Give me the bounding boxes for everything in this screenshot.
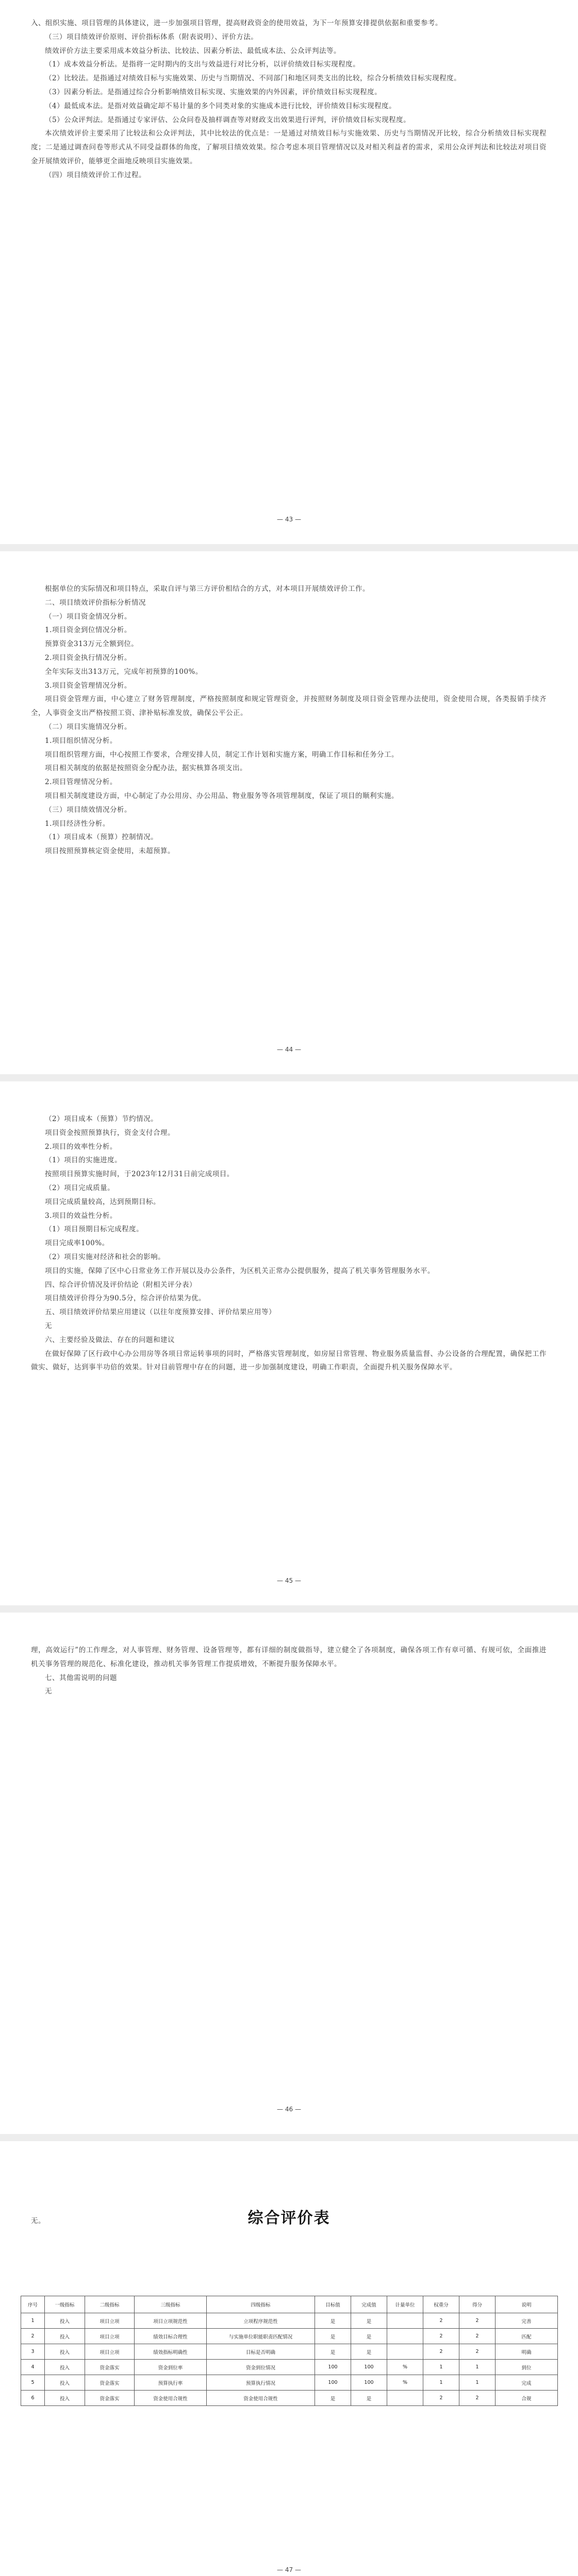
table-cell: 1 <box>21 2313 45 2329</box>
paragraph: （2）比较法。是指通过对绩效目标与实施效果、历史与当期情况、不同部门和地区同类支出的比较，综合分析绩效目标实现程度。 <box>45 74 461 83</box>
paragraph: 无 <box>45 1321 52 1330</box>
table-cell: 2 <box>459 2391 496 2406</box>
table-cell: 完成 <box>496 2375 558 2391</box>
document-page-1 <box>0 0 578 544</box>
column-header: 权重分 <box>423 2296 459 2313</box>
paragraph: （三）项目绩效评价原则、评价指标体系（附表说明）、评价方法。 <box>45 32 258 41</box>
column-header: 计量单位 <box>387 2296 423 2313</box>
paragraph: 2.项目资金执行情况分析。 <box>45 653 131 662</box>
table-cell: 1 <box>423 2360 459 2375</box>
paragraph: （三）项目绩效情况分析。 <box>45 805 131 814</box>
table-cell: 1 <box>423 2375 459 2391</box>
paragraph: 全年实际支出313万元，完成年初预算的100%。 <box>45 667 203 676</box>
table-header-row <box>21 2296 558 2313</box>
column-header: 一级指标 <box>45 2296 85 2313</box>
table-cell: 项目立项 <box>85 2344 135 2360</box>
page-number: — 46 — <box>277 2106 301 2113</box>
table-cell: 3 <box>21 2344 45 2360</box>
page-gap <box>0 544 578 551</box>
table-cell: 5 <box>21 2375 45 2391</box>
table-cell: 100 <box>351 2360 387 2375</box>
table-cell: 是 <box>351 2344 387 2360</box>
table-cell: 预算执行率 <box>135 2375 207 2391</box>
column-header: 四级指标 <box>207 2296 315 2313</box>
column-header: 得分 <box>459 2296 496 2313</box>
table-cell: 完善 <box>496 2313 558 2329</box>
paragraph: 七、其他需说明的问题 <box>45 1673 117 1682</box>
paragraph: 项目完成质量较高，达到预期目标。 <box>45 1197 160 1206</box>
paragraph: 四、综合评价情况及评价结论（附相关评分表） <box>45 1280 196 1289</box>
column-header: 说明 <box>496 2296 558 2313</box>
table-cell: 是 <box>315 2313 351 2329</box>
paragraph: 2.项目管理情况分析。 <box>45 778 117 787</box>
table-cell: 绩效指标明确性 <box>135 2344 207 2360</box>
paragraph: 五、项目绩效评价结果应用建议（以往年度预算安排、评价结果应用等） <box>45 1308 276 1317</box>
paragraph: 1.项目资金到位情况分析。 <box>45 626 131 635</box>
page-gap <box>0 1605 578 1613</box>
table-cell: 项目立项 <box>85 2313 135 2329</box>
table-cell: 投入 <box>45 2360 85 2375</box>
table-cell: 2 <box>423 2344 459 2360</box>
paragraph: 1.项目经济性分析。 <box>45 819 110 828</box>
table-cell: 资金使用合规性 <box>135 2391 207 2406</box>
table-cell: 是 <box>315 2344 351 2360</box>
paragraph: 根据单位的实际情况和项目特点，采取自评与第三方评价相结合的方式，对本项目开展绩效评价工作。 <box>45 585 370 593</box>
table-cell: 项目立项 <box>85 2329 135 2344</box>
table-cell: 合规 <box>496 2391 558 2406</box>
paragraph: 理，高效运行”的工作理念，对人事管理、财务管理、设备管理等，都有详细的制度做指导，建立健全了各项制度，确保各项工作有章可循、有规可依，全面推进机关事务管理的规范化、标准化建设，推动机关事务管理工作提质增效，不断提升服务保障水平。 <box>31 1646 547 1668</box>
table-cell: 2 <box>21 2329 45 2344</box>
table-cell: 是 <box>351 2391 387 2406</box>
document-page-3 <box>0 1081 578 1605</box>
paragraph: 项目按照预算核定资金使用，未超预算。 <box>45 847 175 856</box>
table-cell: 投入 <box>45 2391 85 2406</box>
paragraph: 项目的实施，保障了区中心日常业务工作开展以及办公条件，为区机关正常办公提供服务，提高了机关事务管理服务水平。 <box>45 1266 435 1275</box>
table-cell: 1 <box>459 2360 496 2375</box>
table-cell: 资金落实 <box>85 2375 135 2391</box>
table-cell: 是 <box>351 2313 387 2329</box>
lead-text: 无。 <box>31 2217 45 2225</box>
paragraph: 项目完成率100%。 <box>45 1239 109 1248</box>
paragraph: 按照项目预算实施时间，于2023年12月31日前完成项目。 <box>45 1170 234 1179</box>
column-header: 三级指标 <box>135 2296 207 2313</box>
table-row <box>21 2313 558 2329</box>
paragraph: 在做好保障了区行政中心办公用房等各项日常运转事项的同时，严格落实管理制度，如房屋日常管理、物业服务质量监督、办公设备的合理配置，确保把工作做实、做好，达到事半功倍的效果。针对目前管理中存在的问题，进一步加强制度建设，明确工作职责，全面提升机关服务保障水平。 <box>31 1349 547 1372</box>
page-gap <box>0 2134 578 2141</box>
table-cell: 100 <box>315 2375 351 2391</box>
table-cell: 立项程序规范性 <box>207 2313 315 2329</box>
paragraph: 绩效评价方法主要采用成本效益分析法、比较法、因素分析法、最低成本法、公众评判法等。 <box>45 46 341 55</box>
table-cell: 匹配 <box>496 2329 558 2344</box>
paragraph: （3）因素分析法。是指通过综合分析影响绩效目标实现、实施效果的内外因素，评价绩效目标实现程度。 <box>45 88 382 96</box>
document-page-5 <box>0 2141 578 2576</box>
table-cell: 投入 <box>45 2313 85 2329</box>
document-page-4 <box>0 1613 578 2134</box>
table-cell: 明确 <box>496 2344 558 2360</box>
table-cell: 是 <box>315 2391 351 2406</box>
table-cell <box>387 2329 423 2344</box>
table-cell: 资金到位情况 <box>207 2360 315 2375</box>
page-number: — 44 — <box>277 1046 301 1053</box>
paragraph: 二、项目绩效评价指标分析情况 <box>45 598 146 607</box>
table-cell: 2 <box>459 2344 496 2360</box>
page-gap <box>0 1074 578 1081</box>
table-cell: 2 <box>423 2391 459 2406</box>
paragraph: （2）项目完成质量。 <box>45 1183 115 1192</box>
page-number: — 45 — <box>277 1577 301 1584</box>
table-cell: 投入 <box>45 2375 85 2391</box>
table-cell: 项目立项规范性 <box>135 2313 207 2329</box>
paragraph: 六、主要经验及做法、存在的问题和建议 <box>45 1335 175 1344</box>
paragraph: 2.项目的效率性分析。 <box>45 1142 117 1151</box>
paragraph: 项目相关制度的依据是按照资金分配办法，据实核算各项支出。 <box>45 764 247 773</box>
table-cell: 资金落实 <box>85 2360 135 2375</box>
table-cell: 100 <box>351 2375 387 2391</box>
table-cell: 4 <box>21 2360 45 2375</box>
table-cell <box>387 2391 423 2406</box>
paragraph: （2）项目实施对经济和社会的影响。 <box>45 1252 166 1261</box>
column-header: 完成值 <box>351 2296 387 2313</box>
table-row <box>21 2391 558 2406</box>
column-header: 序号 <box>21 2296 45 2313</box>
table-cell: 6 <box>21 2391 45 2406</box>
paragraph: 预算资金313万元全额到位。 <box>45 640 139 649</box>
paragraph: 入、组织实施、项目管理的具体建议，进一步加强项目管理，提高财政资金的使用效益，为下一年预算安排提供依据和重要参考。 <box>31 19 442 27</box>
table-cell: 资金到位率 <box>135 2360 207 2375</box>
table-cell: 投入 <box>45 2329 85 2344</box>
table-cell: % <box>387 2375 423 2391</box>
table-cell: 与实施单位职能职责匹配情况 <box>207 2329 315 2344</box>
table-cell <box>387 2344 423 2360</box>
paragraph: （2）项目成本（预算）节约情况。 <box>45 1115 158 1123</box>
page4-text <box>31 1643 547 1699</box>
paragraph: （一）项目资金情况分析。 <box>45 612 131 621</box>
table-cell: 投入 <box>45 2344 85 2360</box>
table-cell: 100 <box>315 2360 351 2375</box>
page-number: — 47 — <box>277 2566 301 2573</box>
table-cell: % <box>387 2360 423 2375</box>
paragraph: 3.项目的效益性分析。 <box>45 1211 117 1220</box>
table-row <box>21 2375 558 2391</box>
table-cell: 2 <box>459 2329 496 2344</box>
table-cell: 是 <box>351 2329 387 2344</box>
table-row <box>21 2344 558 2360</box>
paragraph: （5）公众评判法。是指通过专家评估、公众问卷及抽样调查等对财政支出效果进行评判，评价绩效目标实现程度。 <box>45 115 411 124</box>
table-cell: 预算执行情况 <box>207 2375 315 2391</box>
table-cell: 目标是否明确 <box>207 2344 315 2360</box>
paragraph: 项目资金按照预算执行，资金支付合理。 <box>45 1128 175 1137</box>
paragraph: 项目组织管理方面，中心按照工作要求，合理安排人员，制定工作计划和实施方案，明确工作目标和任务分工。 <box>45 750 399 759</box>
paragraph: （1）项目预期目标完成程度。 <box>45 1225 144 1234</box>
table-row <box>21 2360 558 2375</box>
paragraph: （二）项目实施情况分析。 <box>45 722 131 731</box>
table-cell: 是 <box>315 2329 351 2344</box>
table-cell: 资金落实 <box>85 2391 135 2406</box>
page1-text <box>31 16 547 182</box>
evaluation-table-part1 <box>21 2296 558 2406</box>
table-cell: 到位 <box>496 2360 558 2375</box>
page-number: — 43 — <box>277 516 301 523</box>
column-header: 二级指标 <box>85 2296 135 2313</box>
table-cell: 1 <box>459 2375 496 2391</box>
page2-text <box>31 582 547 858</box>
paragraph: 项目绩效评价得分为90.5分，综合评价结果为优。 <box>45 1294 206 1303</box>
paragraph: 项目相关制度建设方面，中心制定了办公用房、办公用品、物业服务等各项管理制度，保证了项目的顺利实施。 <box>45 791 399 800</box>
table-cell: 资金使用合规性 <box>207 2391 315 2406</box>
paragraph: 1.项目组织情况分析。 <box>45 736 117 745</box>
paragraph: 无 <box>45 1687 52 1696</box>
paragraph: （四）项目绩效评价工作过程。 <box>45 171 146 179</box>
column-header: 目标值 <box>315 2296 351 2313</box>
paragraph: （4）最低成本法。是指对效益确定却不易计量的多个同类对象的实施成本进行比较，评价绩效目标实现程度。 <box>45 101 397 110</box>
paragraph: 项目资金管理方面，中心建立了财务管理制度，严格按照制度和规定管理资金，并按照财务制度及项目资金管理办法使用，资金使用合规，各类报销手续齐全，人事资金支出严格按照工资、津补贴标准发放，确保公平公正。 <box>31 695 547 718</box>
page3-text <box>31 1112 547 1375</box>
paragraph: （1）项目成本（预算）控制情况。 <box>45 833 158 842</box>
table-cell: 绩效目标合理性 <box>135 2329 207 2344</box>
paragraph: （1）项目的实施进度。 <box>45 1156 122 1165</box>
table-cell: 2 <box>459 2313 496 2329</box>
table-cell <box>387 2313 423 2329</box>
paragraph: 3.项目资金管理情况分析。 <box>45 681 131 690</box>
table-cell: 2 <box>423 2313 459 2329</box>
table-cell: 2 <box>423 2329 459 2344</box>
table-row <box>21 2329 558 2344</box>
document-page-2 <box>0 551 578 1074</box>
table-title: 综合评价表 <box>247 2209 331 2227</box>
paragraph: 本次绩效评价主要采用了比较法和公众评判法，其中比较法的优点是：一是通过对绩效目标与实施效果、历史与当期情况开比较，综合分析绩效目标实现程度；二是通过调查问卷等形式从不同受益群体的角度，了解项目绩效效果。综合考虑本项目管理情况以及对相关利益者的需求，采用公众评判法和比较法对项目资金开展绩效评价，能够更全面地反映项目实施效果。 <box>31 129 547 165</box>
paragraph: （1）成本效益分析法。是指将一定时期内的支出与效益进行对比分析，以评价绩效目标实现程度。 <box>45 60 360 69</box>
